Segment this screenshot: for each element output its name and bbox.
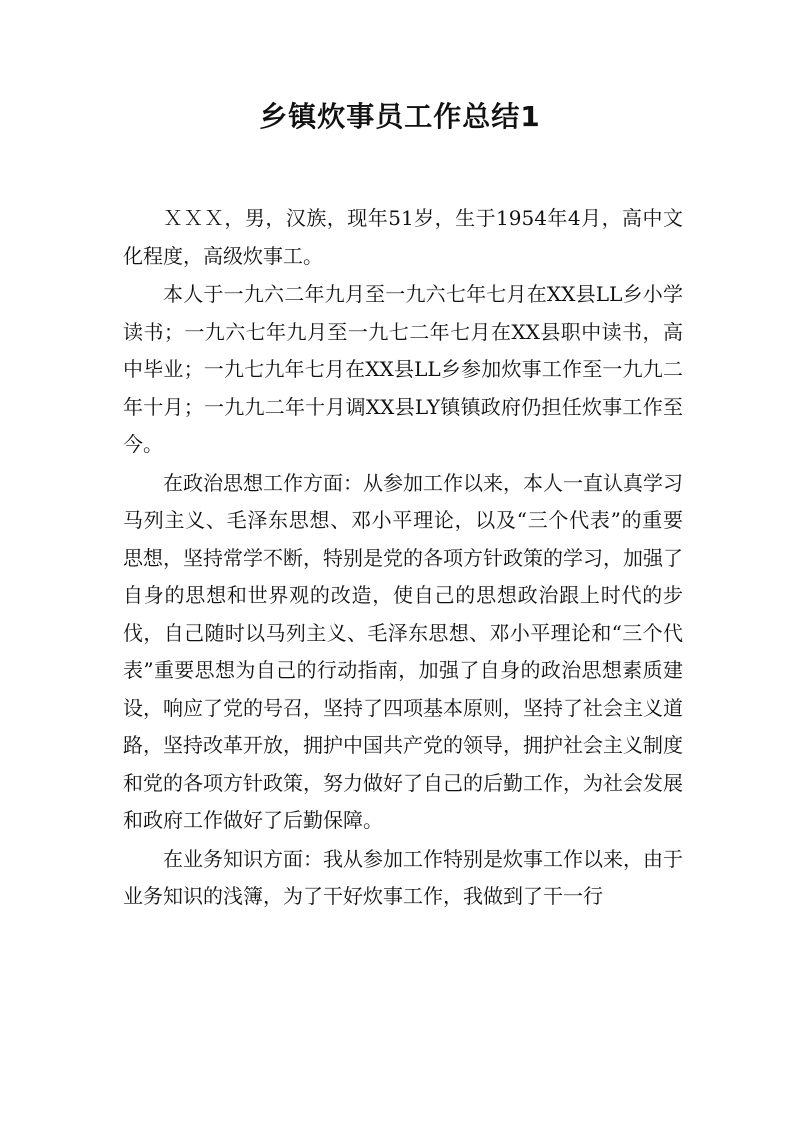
paragraph-political-thought: 在政治思想工作方面：从参加工作以来，本人一直认真学习马列主义、毛泽东思想、邓小平理论，以及“三个代表”的重要思想，坚持常学不断，特别是党的各项方针政策的学习，加强了自身的思想和世界观的改造，使自己的思想政治跟上时代的步伐，自己随时以马列主义、毛泽东思想、邓小平理论和“三个代表”重要思想为自己的行动指南，加强了自身的政治思想素质建设，响应了党的号召，坚持了四项基本原则，坚持了社会主义道路，坚持改革开放，拥护中国共产党的领导，拥护社会主义制度和党的各项方针政策，努力做好了自己的后勤工作，为社会发展和政府工作做好了后勤保障。	[123, 470, 683, 832]
document-body	[123, 200, 683, 917]
paragraph-professional-knowledge: 在业务知识方面：我从参加工作特别是炊事工作以来，由于业务知识的浅簿，为了干好炊事工作，我做到了干一行	[123, 846, 683, 908]
document-title: 乡镇炊事员工作总结1	[259, 100, 541, 133]
paragraph-personal-info: ＸＸＸ，男，汉族，现年51岁，生于1954年4月，高中文化程度，高级炊事工。	[123, 206, 683, 268]
paragraph-work-history: 本人于一九六二年九月至一九六七年七月在XX县LL乡小学读书；一九六七年九月至一九七二年七月在XX县职中读书，高中毕业；一九七九年七月在XX县LL乡参加炊事工作至一九九二年十月；一九九二年十月调XX县LY镇镇政府仍担任炊事工作至今。	[123, 282, 683, 456]
